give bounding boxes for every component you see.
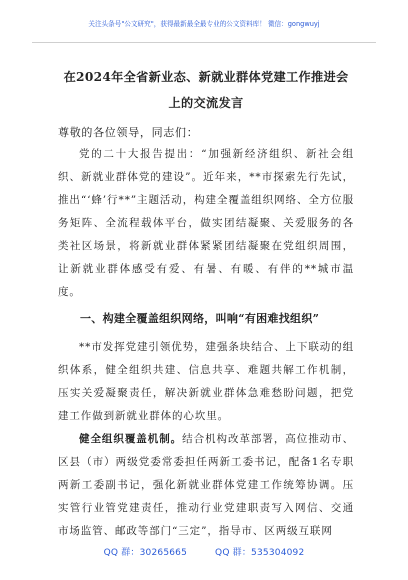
subsection-lead: 健全组织覆盖机制。	[79, 433, 183, 445]
page-footer	[0, 545, 408, 558]
subsection-text: 结合机构改革部署，高位推动市、区县（市）两级党委常委担任两新工委书记，配备1名专职两新工委副书记，强化新就业群体党建工作统筹协调。压实管行业管党建责任，推动行业党建职责写入网信、交通市场监管、邮政等部门“三定”，指导市、区两级互联网	[58, 433, 355, 537]
section-1-subsection-paragraph	[58, 428, 354, 543]
document-title: 在2024年全省新业态、新就业群体党建工作推进会上的交流发言	[63, 70, 349, 110]
header-divider	[32, 42, 376, 43]
section-1-paragraph: **市发挥党建引领优势，建强条块结合、上下联动的组织体系，健全组织共建、信息共享、难题共解工作机制，压实关爱凝聚责任，解决新就业群体急难愁盼问题，把党建工作做到新就业群体的心坎里。	[58, 341, 354, 422]
intro-paragraph: 党的二十大报告提出：“加强新经济组织、新社会组织、新就业群体党的建设”。近年来，**市探索先行先试，推出“‘蜂’行**”主题活动，构建全覆盖组织网络、全方位服务矩阵、全流程载体平台，做实团结凝聚、关爱服务的各类社区场景，将新就业群体紧紧团结凝聚在党组织周围，让新就业群体感受有爱、有暑、有暖、有伴的**城市温度。	[58, 148, 354, 298]
page-header-promo: 关注头条号"公文研究"，获得最新最全最专业的公文资料库！ 微信：gongwuyj	[88, 20, 320, 28]
salutation: 尊敬的各位领导，同志们：	[58, 126, 199, 139]
document-body	[58, 64, 354, 543]
qq-group-2: QQ 群：535304092	[215, 548, 305, 558]
qq-group-1: QQ 群：30265665	[103, 548, 188, 558]
section-1-heading: 一、构建全覆盖组织网络，叫响“有困难找组织”	[80, 312, 320, 325]
